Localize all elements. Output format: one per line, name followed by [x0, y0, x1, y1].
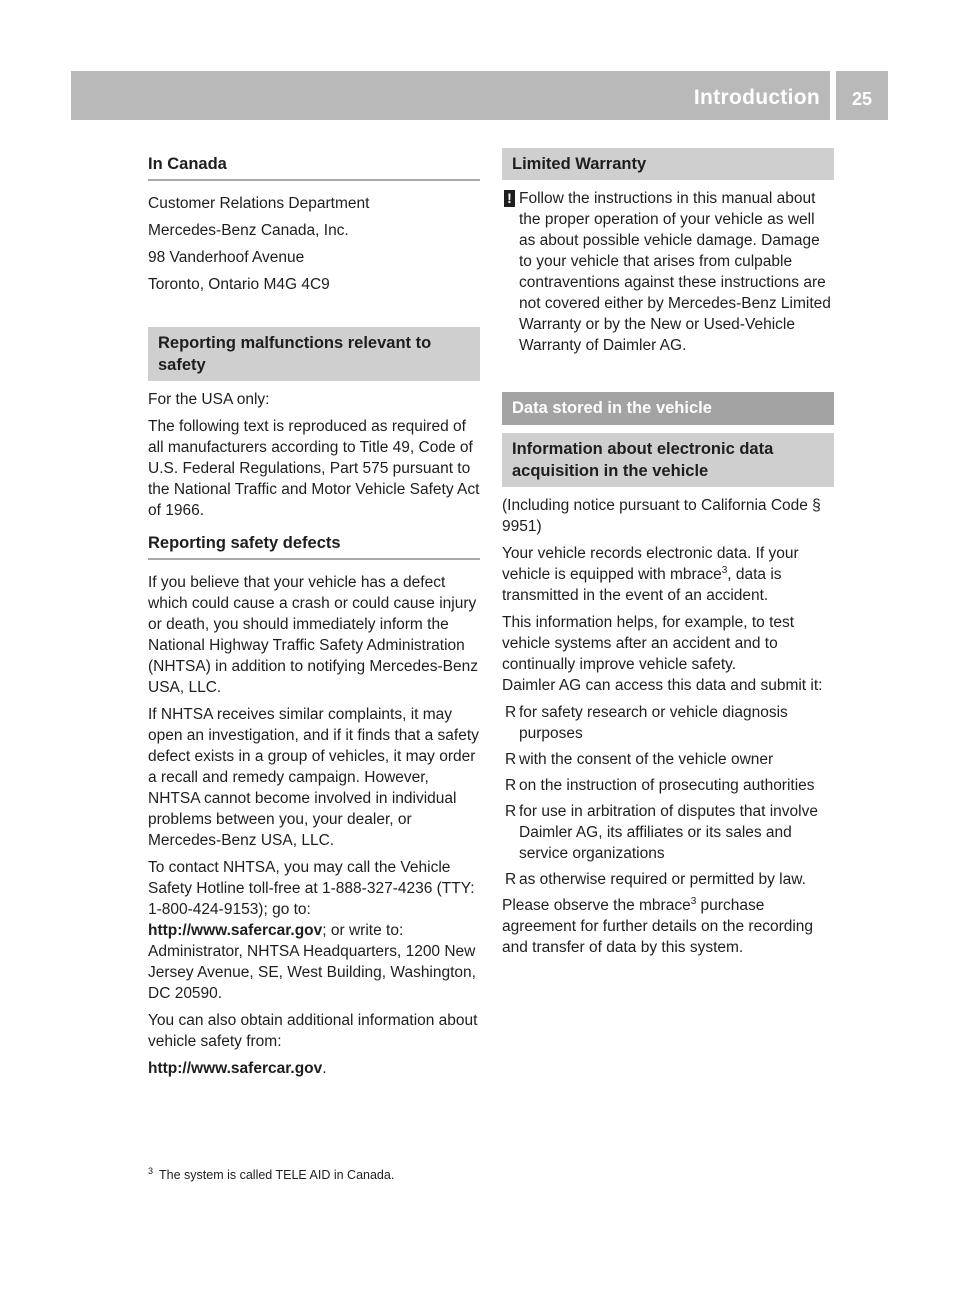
footnote: $^3$ The system is called TELE AID in Canada. — [148, 1165, 395, 1182]
list-item: R for use in arbitration of disputes that involve Daimler AG, its affiliates or its sales and service organizations — [505, 803, 818, 862]
heading-reporting-safety-defects: Reporting safety defects — [148, 527, 480, 560]
footnote-ref: 3 — [690, 895, 697, 907]
safercar-link[interactable]: http://www.safercar.gov — [148, 1060, 323, 1077]
heading-limited-warranty: Limited Warranty — [502, 148, 834, 180]
warning-icon: ! — [504, 190, 515, 207]
heading-in-canada: In Canada — [148, 148, 480, 181]
bullet-icon: R — [505, 704, 517, 721]
footnote-ref: 3 — [721, 564, 728, 576]
list-item: R on the instruction of prosecuting authorities — [505, 777, 815, 794]
list-item: R with the consent of the vehicle owner — [505, 751, 774, 768]
heading-reporting-malfunctions: Reporting malfunctions relevant to safety — [148, 327, 480, 381]
page-number: 25 — [851, 89, 873, 109]
address-line: Mercedes-Benz Canada, Inc. — [148, 222, 349, 239]
list-item: R as otherwise required or permitted by law. — [505, 871, 806, 888]
address-line: 98 Vanderhoof Avenue — [148, 249, 305, 266]
bullet-icon: R — [505, 871, 517, 888]
heading-data-stored: Data stored in the vehicle — [502, 392, 834, 425]
defects-paragraph-5: http://www.safercar.gov. — [148, 1060, 327, 1077]
chapter-title: Introduction — [693, 86, 820, 109]
address-line: Toronto, Ontario M4G 4C9 — [148, 276, 330, 293]
defects-paragraph-4: You can also obtain additional information about vehicle safety from: — [148, 1012, 478, 1050]
defects-paragraph-1: If you believe that your vehicle has a defect which could cause a crash or could cause injury or death, you should immediately inform the National Highway Traffic Safety Administration (NHTSA) in addition to notifying Mercedes-Benz USA, LLC. — [148, 574, 478, 696]
canada-address — [148, 193, 480, 295]
safercar-link[interactable]: http://www.safercar.gov — [148, 922, 323, 939]
mbrace-agreement-paragraph: Please observe the mbrace$^3$ purchase agreement for further details on the recording and transfer of data by this system. — [502, 895, 814, 956]
access-list — [502, 702, 834, 890]
daimler-access-paragraph: Daimler AG can access this data and submit it: — [502, 677, 823, 694]
records-paragraph: Your vehicle records electronic data. If your vehicle is equipped with mbrace$^3$, data is transmitted in the event of an accident. — [502, 545, 799, 604]
california-notice: (Including notice pursuant to California Code § 9951) — [502, 497, 821, 535]
address-line: Customer Relations Department — [148, 195, 370, 212]
list-item: R for safety research or vehicle diagnosis purposes — [505, 704, 788, 742]
bullet-icon: R — [505, 777, 517, 794]
left-column — [148, 148, 480, 1085]
bullet-icon: R — [505, 803, 517, 820]
usa-only-text: For the USA only: — [148, 391, 270, 408]
defects-paragraph-3: To contact NHTSA, you may call the Vehicle Safety Hotline toll-free at 1-888-327-4236 (TTY: 1-800-424-9153); go to: http://www.safercar.gov; or write to: Administrator, NHTSA Headquarters, 1200 New Jersey Avenue, SE, West Building, Washington, DC 20590. — [148, 859, 476, 1002]
bullet-icon: R — [505, 751, 517, 768]
reproduced-text: The following text is reproduced as required of all manufacturers according to Title 49, Code of U.S. Federal Regulations, Part 575 pursuant to the National Traffic and Motor Vehicle Safety Act of 1966. — [148, 418, 480, 519]
footnote-marker: 3 — [148, 1165, 154, 1176]
right-column — [502, 148, 834, 964]
warranty-warning: ! Follow the instructions in this manual about the proper operation of your vehicle as well as about possible vehicle damage. Damage to your vehicle that arises from culpable contraventions against these instructions are not covered either by Mercedes-Benz Limited Warranty or by the New or Used-Vehicle Warranty of Daimler AG. — [502, 188, 834, 356]
info-helps-paragraph: This information helps, for example, to test vehicle systems after an accident and to continually improve vehicle safety. — [502, 614, 795, 673]
defects-paragraph-2: If NHTSA receives similar complaints, it may open an investigation, and if it finds that a safety defect exists in a group of vehicles, it may order a recall and remedy campaign. However, NHTSA cannot become involved in individual problems between you, your dealer, or Mercedes-Benz USA, LLC. — [148, 706, 479, 849]
heading-electronic-data: Information about electronic data acquisition in the vehicle — [502, 433, 834, 487]
